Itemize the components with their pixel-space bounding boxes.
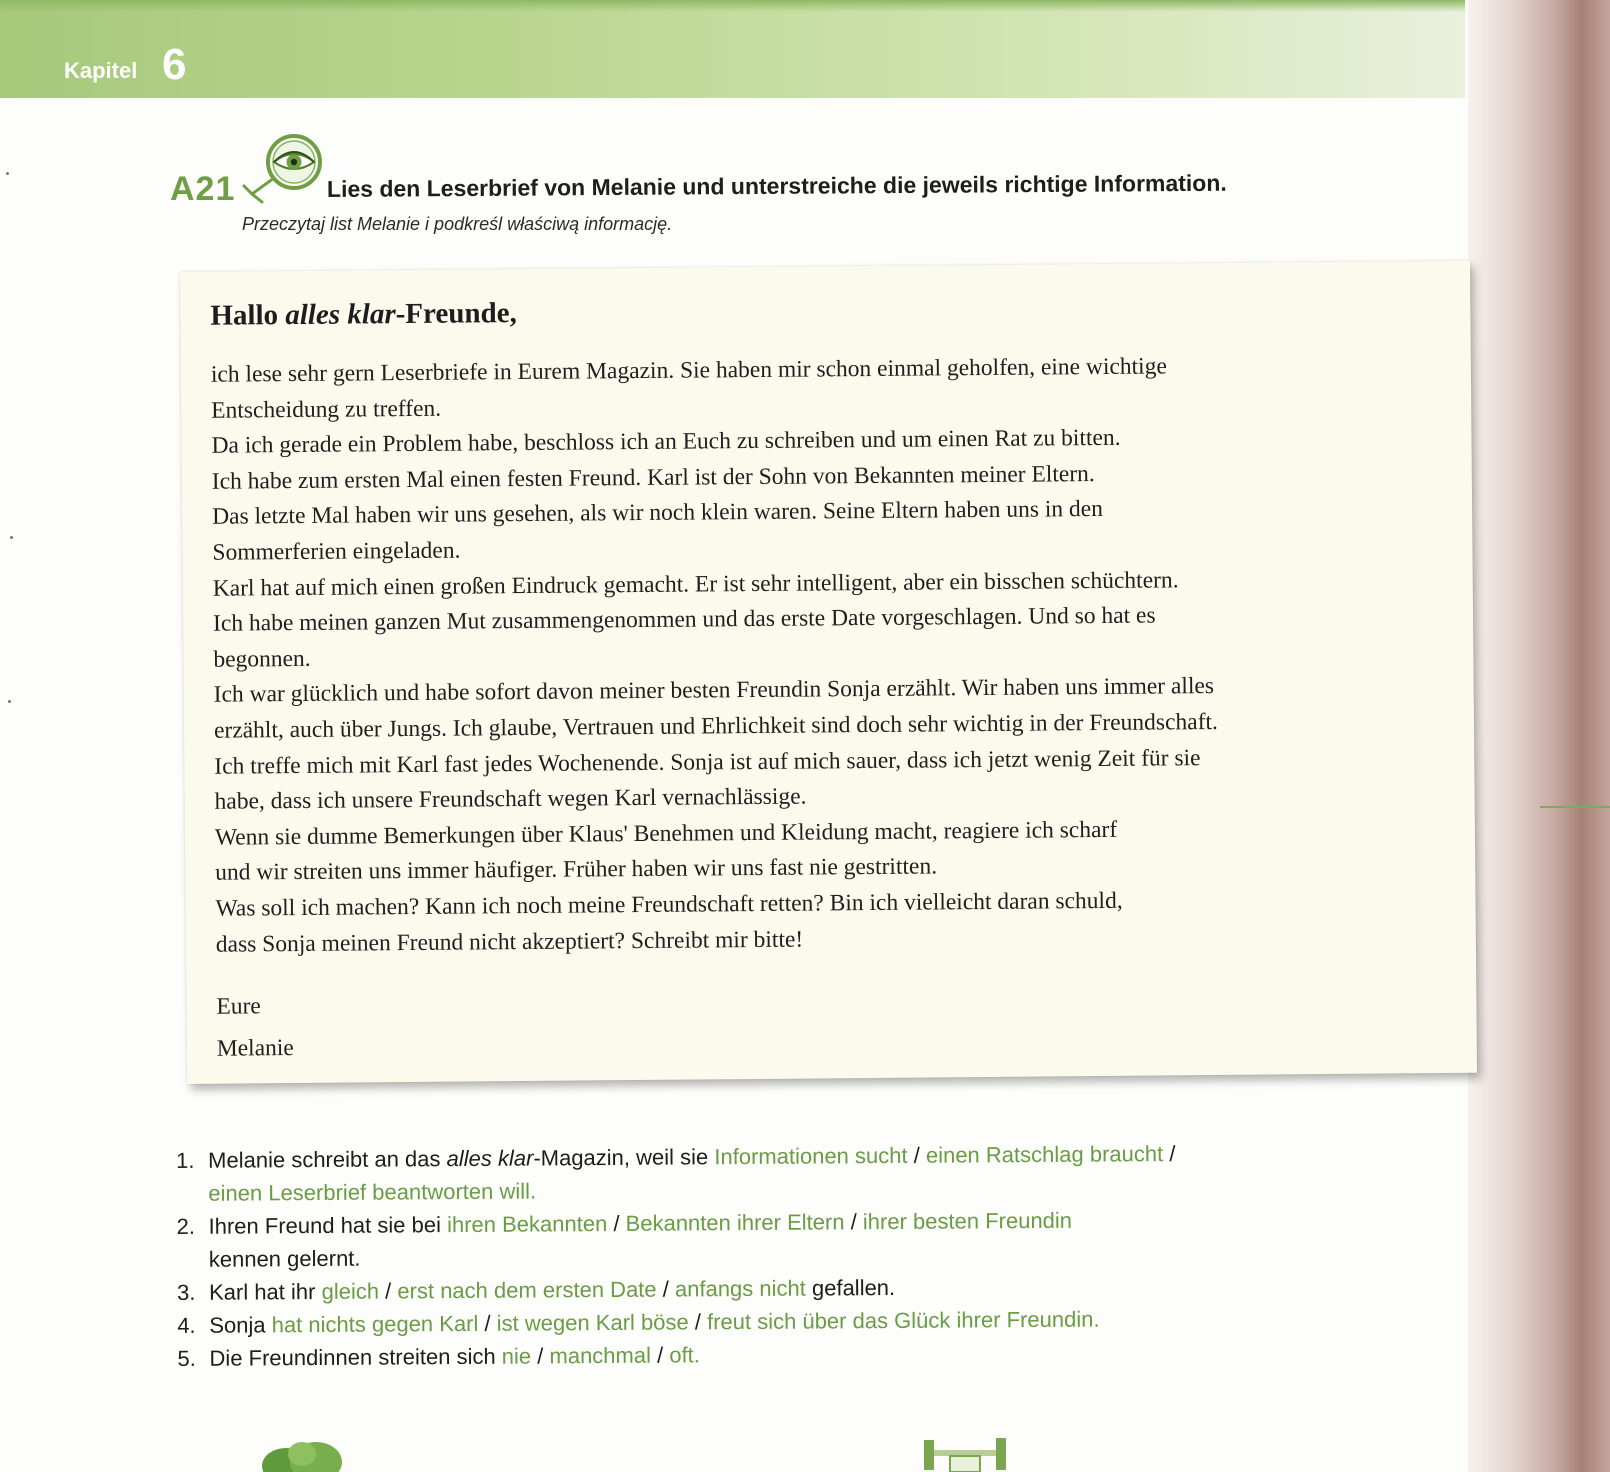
letter-line: Ich habe zum ersten Mal einen festen Freund. Karl ist der Sohn von Bekannten meiner Eltern. <box>211 460 1095 495</box>
task-text: / <box>688 1309 708 1335</box>
answer-option[interactable]: einen Leserbrief beantworten will. <box>208 1178 537 1206</box>
task-text: Ihren Freund hat sie bei <box>208 1212 448 1239</box>
gutter-divider <box>1540 806 1610 808</box>
letter-line: Ich war glücklich und habe sofort davon meiner besten Freundin Sonja erzählt. Wir haben uns immer alles <box>213 673 1215 709</box>
answer-option[interactable]: einen Ratschlag braucht <box>925 1141 1164 1168</box>
task-number: 1. <box>176 1147 195 1173</box>
letter-line: Was soll ich machen? Kann ich noch meine Freundschaft retten? Bin ich vielleicht daran schuld, <box>215 887 1123 922</box>
page-gutter <box>1468 0 1610 1472</box>
letter-line: Entscheidung zu treffen. <box>211 395 442 424</box>
task-text: Sonja <box>209 1312 272 1338</box>
task-text-italic: alles klar <box>446 1145 534 1172</box>
task-text: Karl hat ihr <box>208 1278 322 1305</box>
chapter-label: Kapitel <box>64 58 138 83</box>
chapter-header-band <box>0 0 1465 98</box>
letter-line: Das letzte Mal haben wir uns gesehen, als wir noch klein waren. Seine Eltern haben uns in den <box>212 496 1104 531</box>
task-text: / <box>656 1276 676 1302</box>
answer-option[interactable]: oft. <box>669 1342 700 1368</box>
letter-line: und wir streiten uns immer häufiger. Früher haben wir uns fast nie gestritten. <box>215 853 938 887</box>
task-text: kennen gelernt. <box>208 1245 361 1272</box>
task-text: / <box>531 1343 550 1369</box>
letter-line: ich lese sehr gern Leserbriefe in Eurem Magazin. Sie haben mir schon einmal geholfen, eine wichtige <box>210 353 1167 388</box>
task-text: / <box>907 1142 926 1168</box>
answer-option[interactable]: Informationen sucht <box>714 1142 908 1170</box>
letter-signature: Melanie <box>216 1035 294 1062</box>
letter-line: Ich habe meinen ganzen Mut zusammengenommen und das erste Date vorgeschlagen. Und so hat es <box>212 602 1156 637</box>
task-text: Melanie schreibt an das <box>208 1146 447 1173</box>
letter-greeting: Hallo alles klar-Freunde, <box>210 297 517 332</box>
exercise-instruction: Lies den Leserbrief von Melanie und unterstreiche die jeweils richtige Information. <box>326 169 1227 202</box>
task-text: / <box>650 1342 670 1368</box>
answer-option[interactable]: freut sich über das Glück ihrer Freundin. <box>706 1306 1100 1335</box>
task-text: -Magazin, weil sie <box>533 1144 715 1171</box>
task-text: / <box>378 1278 398 1304</box>
task-number: 4. <box>177 1312 196 1338</box>
letter-line: Ich treffe mich mit Karl fast jedes Wochenende. Sonja ist auf mich sauer, dass ich jetzt wenig Zeit für sie <box>214 744 1201 780</box>
magnifier-eye-icon <box>240 132 330 210</box>
letter-card <box>180 261 1477 1084</box>
dumbbell-illustration-icon <box>910 1434 1020 1472</box>
answer-option[interactable]: nie <box>501 1343 532 1369</box>
letter-line: Karl hat auf mich einen großen Eindruck gemacht. Er ist sehr intelligent, aber ein bisschen schüchtern. <box>212 566 1179 602</box>
answer-option[interactable]: ihren Bekannten <box>446 1210 608 1238</box>
letter-line: erzählt, auch über Jungs. Ich glaube, Vertrauen und Ehrlichkeit sind doch sehr wichtig in der Freundschaft. <box>213 708 1218 744</box>
task-text: Die Freundinnen streiten sich <box>209 1343 502 1371</box>
letter-line: Sommerferien eingeladen. <box>212 537 461 566</box>
task-number: 2. <box>176 1213 196 1239</box>
margin-speck <box>6 172 9 175</box>
task-number: 3. <box>176 1279 196 1305</box>
answer-option[interactable]: hat nichts gegen Karl <box>271 1310 479 1338</box>
tree-illustration-icon <box>256 1436 356 1472</box>
answer-option[interactable]: erst nach dem ersten Date <box>397 1276 657 1304</box>
chapter-number: 6 <box>162 40 187 89</box>
answer-option[interactable]: anfangs nicht <box>674 1275 806 1302</box>
letter-body <box>211 347 1466 963</box>
task-text: / <box>478 1310 497 1336</box>
margin-speck <box>10 536 13 539</box>
margin-speck <box>8 700 11 703</box>
letter-line: dass Sonja meinen Freund nicht akzeptiert? Schreibt mir bitte! <box>215 926 804 958</box>
letter-line: begonnen. <box>213 645 311 673</box>
answer-option[interactable]: ist wegen Karl böse <box>496 1309 689 1336</box>
exercise-id: A21 <box>170 170 236 208</box>
letter-sign-off: Eure <box>216 993 261 1020</box>
task-number: 5. <box>177 1345 196 1371</box>
letter-line: Wenn sie dumme Bemerkungen über Klaus' Benehmen und Kleidung macht, reagiere ich scharf <box>214 816 1118 851</box>
task-item <box>176 1135 1456 1210</box>
task-text: / <box>844 1209 863 1235</box>
task-list <box>176 1135 1458 1375</box>
answer-option[interactable]: manchmal <box>549 1342 652 1369</box>
letter-line: Da ich gerade ein Problem habe, beschloss ich an Euch zu schreiben und um einen Rat zu bitten. <box>211 424 1121 459</box>
task-text: / <box>607 1210 626 1236</box>
task-item <box>176 1201 1456 1276</box>
answer-option[interactable]: ihrer besten Freundin <box>862 1207 1073 1235</box>
exercise-instruction-translation: Przeczytaj list Melanie i podkreśl właściwą informację. <box>242 214 673 234</box>
answer-option[interactable]: Bekannten ihrer Eltern <box>625 1209 845 1236</box>
task-text: / <box>1163 1141 1176 1167</box>
letter-line: habe, dass ich unsere Freundschaft wegen Karl vernachlässige. <box>214 783 807 815</box>
task-text: gefallen. <box>805 1274 896 1301</box>
answer-option[interactable]: gleich <box>321 1278 380 1304</box>
